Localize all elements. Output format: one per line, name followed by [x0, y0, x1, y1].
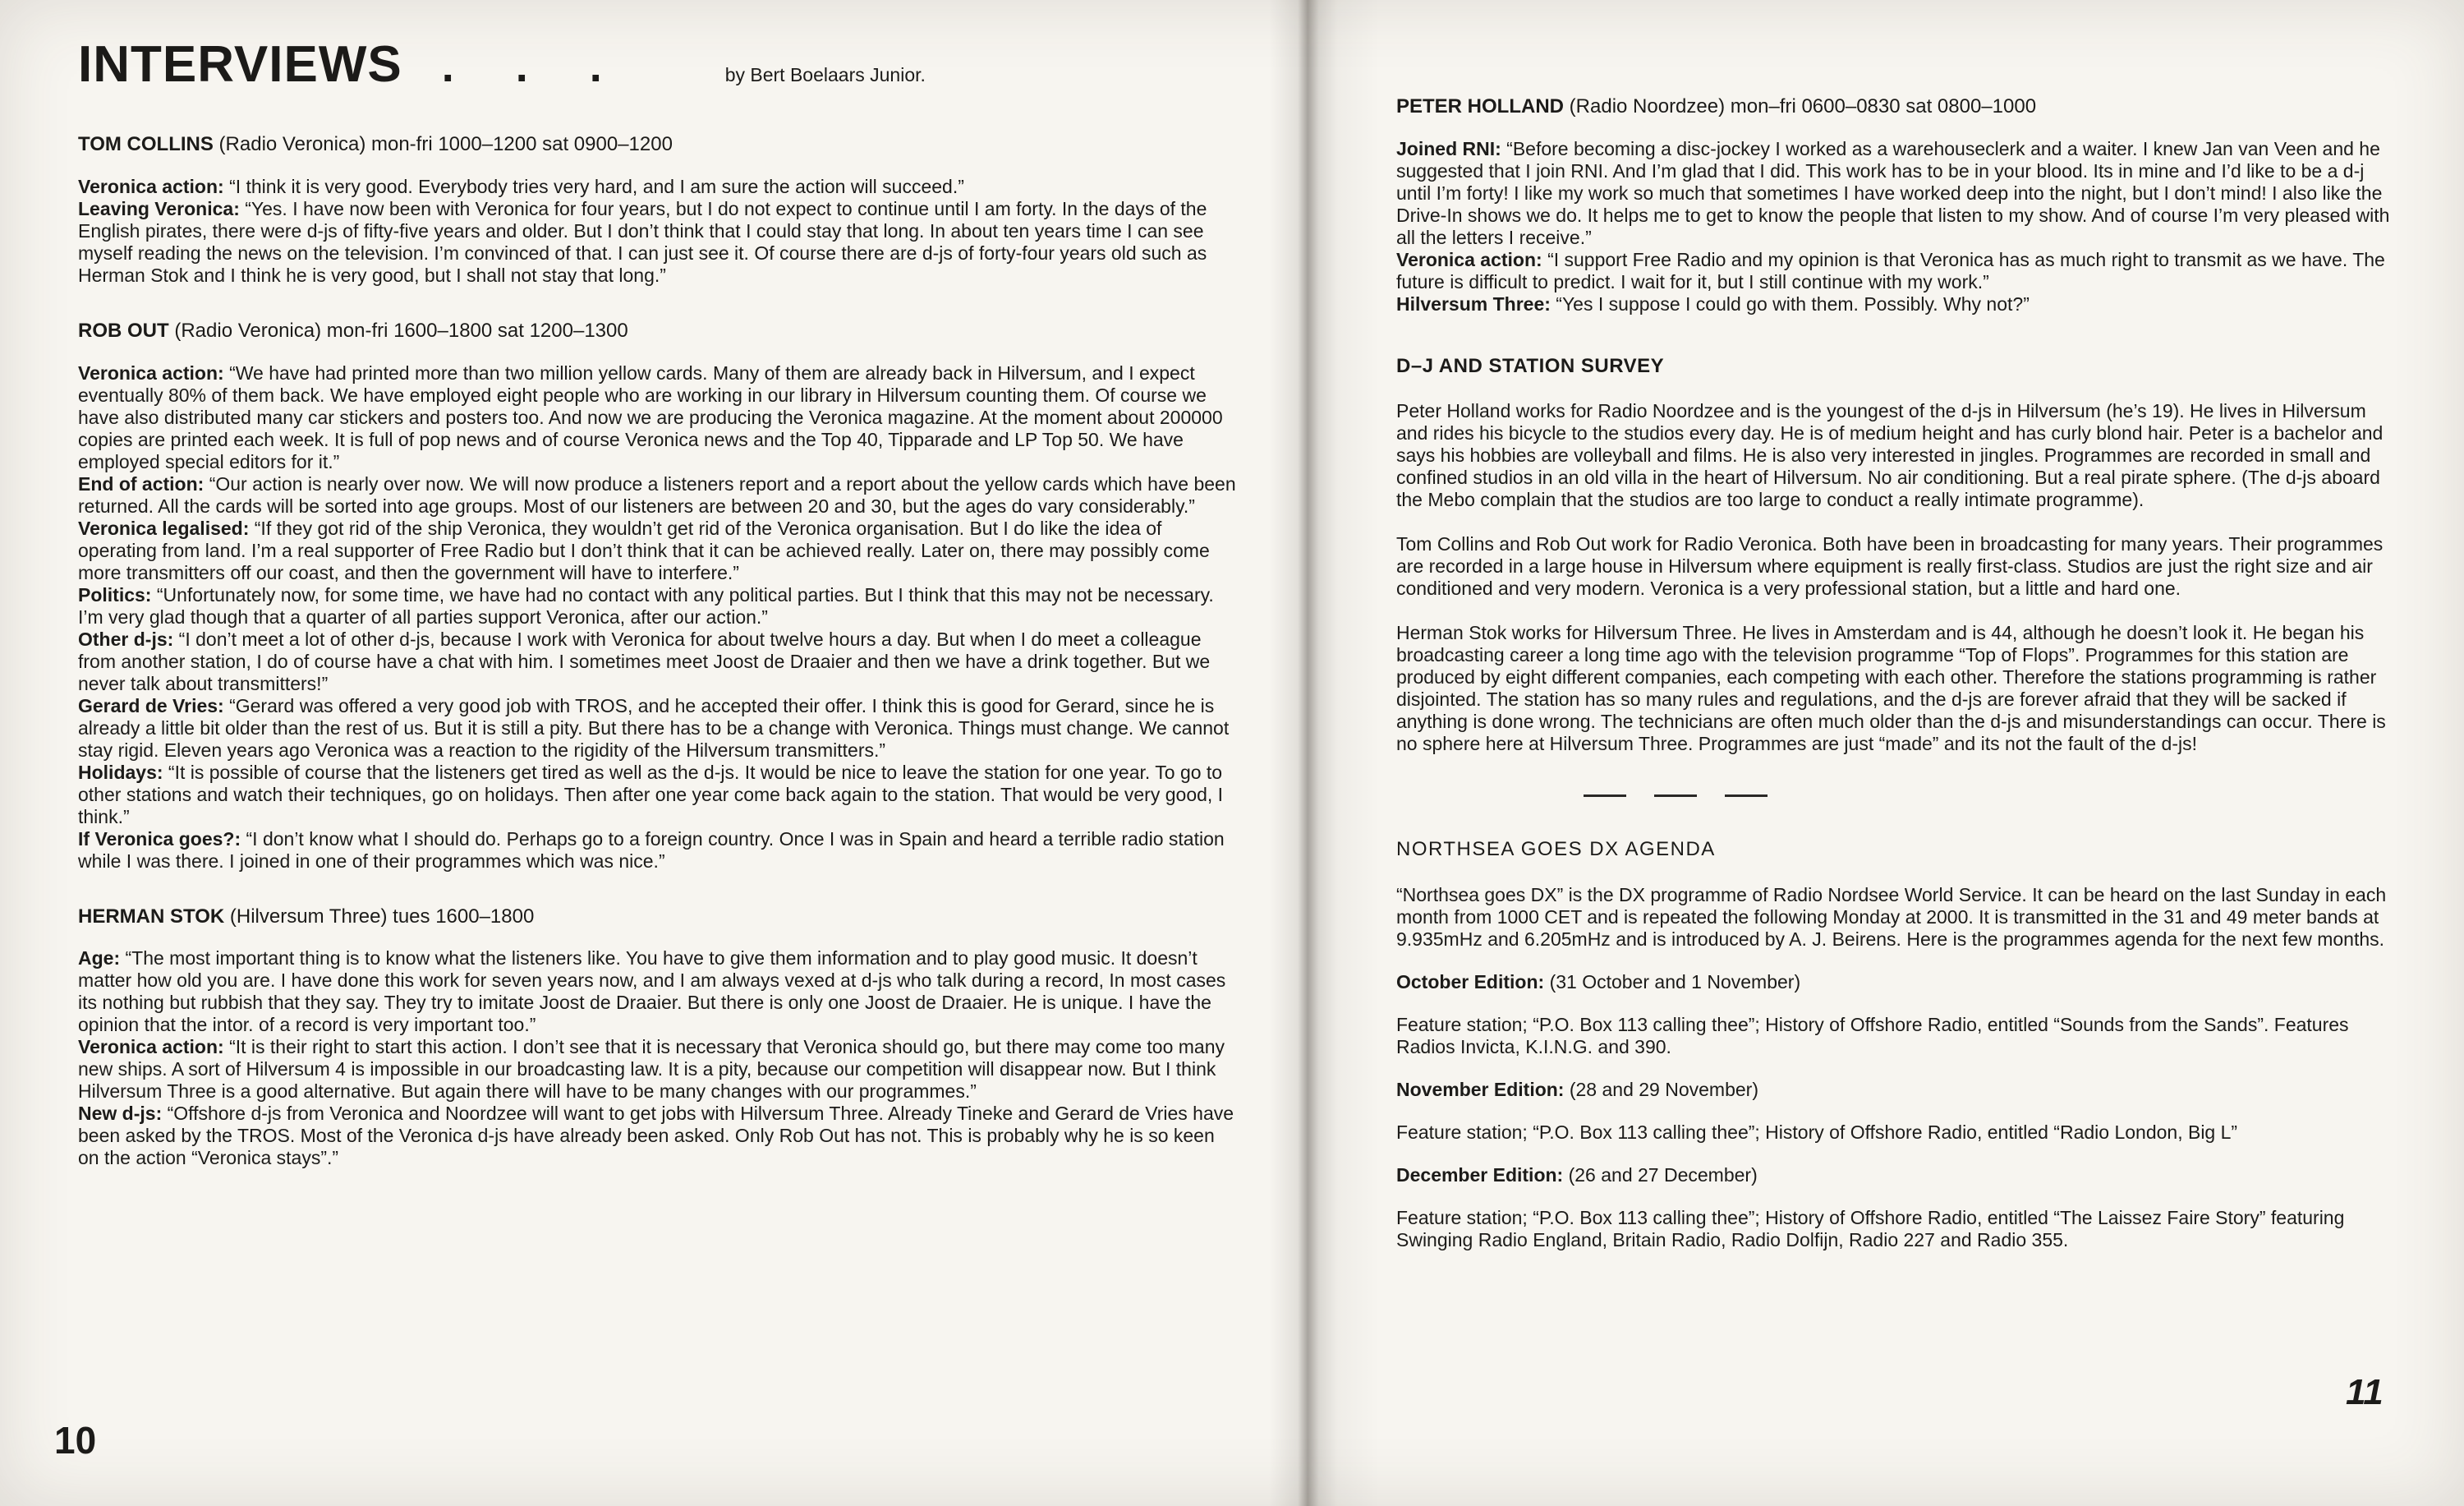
interview-section: [78, 133, 1240, 287]
interview-section: [78, 905, 1240, 1170]
divider-dash: [1654, 794, 1697, 797]
title-dots: . . .: [441, 42, 627, 91]
agenda-entry: Feature station; “P.O. Box 113 calling thee”; History of Offshore Radio, entitled “The Laissez Faire Story” featuring Swinging Radio England, Britain Radio, Radio Dolfijn, Radio 227 and Radio 355.: [1396, 1206, 2345, 1250]
byline: by Bert Boelaars Junior.: [724, 64, 926, 85]
broadcast-schedule: (Radio Veronica) mon-fri 1000–1200 sat 0900–1200: [213, 133, 673, 155]
answer-label: Hilversum Three:: [1396, 292, 1556, 315]
survey-paragraph: Herman Stok works for Hilversum Three. He lives in Amsterdam and is 44, although he doesn’t look it. He began his broadcasting career a long time ago with the television programme “Top of Flops”. Programmes for this station are produced by eight different companies, each competing with each other. Therefore the stations programming is rather disjointed. The station has so many rules and regulations, and the d-js are forever afraid that they will be sacked if anything is done wrong. The technicians are often much older than the d-js and misunderstandings can occur. There is no sphere here at Hilversum Three. Programmes are just “made” and its not the fault of the d-js!: [1396, 621, 2386, 754]
broadcast-schedule: (Radio Veronica) mon-fri 1600–1800 sat 1200–1300: [168, 319, 628, 342]
interviewee-name: TOM COLLINS: [78, 133, 214, 155]
interview-answer: Other d-js: “I don’t meet a lot of other d-js, because I work with Veronica for about twelve hours a day. But when I do meet a colleague from another station, I do of course have a chat with him. I sometimes meet Joost de Draaier and then we have a drink together. But we never talk about transmitters!”: [78, 628, 1211, 694]
answer-label: Age:: [78, 947, 126, 969]
magazine-header: [78, 36, 1240, 93]
page-gutter-shadow: [1269, 0, 1380, 1506]
answer-label: Veronica action:: [78, 362, 230, 384]
agenda-entry: November Edition: (28 and 29 November): [1396, 1078, 1758, 1100]
section-heading: [78, 905, 1240, 929]
agenda-section: [1396, 838, 2397, 1251]
answer-label: Veronica action:: [1396, 248, 1548, 270]
edition-label: December Edition:: [1396, 1163, 1569, 1186]
interview-answer: Veronica action: “It is their right to start this action. I don’t see that it is necessary that Veronica should go, but there may come too many new ships. A sort of Hilversum 4 is impossible in our broadcasting law. It is a pity, because our competition will disappear now. But I think Hilversum Three is a good alternative. But again there will have to be many changes with our programmes.”: [78, 1036, 1225, 1103]
answer-label: Veronica action:: [78, 1036, 230, 1058]
right-page-content: [1396, 95, 2397, 1251]
interview-answer: Veronica action: “I think it is very good. Everybody tries very hard, and I am sure the action will succeed.”: [78, 175, 964, 197]
page-title: INTERVIEWS: [78, 36, 402, 93]
interview-answer: Hilversum Three: “Yes I suppose I could go with them. Possibly. Why not?”: [1396, 292, 2030, 315]
agenda-heading: NORTHSEA GOES DX AGENDA: [1396, 837, 1716, 860]
interviewee-name: PETER HOLLAND: [1396, 95, 1564, 117]
interview-answer: Veronica action: “I support Free Radio and my opinion is that Veronica has as much right to transmit as we have. The future is difficult to predict. I wait for it, but I still continue with my work.”: [1396, 248, 2385, 292]
answer-label: Holidays:: [78, 761, 168, 783]
answer-label: Politics:: [78, 583, 157, 606]
interview-answer: Holidays: “It is possible of course that the listeners get tired as well as the d-js. It would be nice to leave the station for one year. To go to other stations and watch their techniques, go on holidays. Then after one year come back again to the station. That would be very good, I think.”: [78, 761, 1224, 827]
interview-section: [1396, 95, 2397, 315]
left-page-content: [78, 36, 1240, 1169]
survey-heading: D–J AND STATION SURVEY: [1396, 354, 1665, 377]
page-number-left: 10: [54, 1419, 97, 1462]
interview-answer: Veronica legalised: “If they got rid of the ship Veronica, they wouldn’t get rid of the Veronica organisation. But I do like the idea of operating from land. I’m a real supporter of Free Radio but I don’t think that it can be achieved really. Later on, there may possibly come more transmitters off our coast, and then the government will have to interfere.”: [78, 517, 1210, 583]
section-heading: [78, 133, 1240, 157]
answer-label: Joined RNI:: [1396, 137, 1507, 159]
agenda-entry: October Edition: (31 October and 1 November): [1396, 970, 1801, 992]
interview-section: [78, 320, 1240, 873]
answer-label: If Veronica goes?:: [78, 827, 246, 850]
interview-answer: Politics: “Unfortunately now, for some time, we have had no contact with any political parties. But I think that this may not be necessary. I’m very glad though that a quarter of all parties support Veronica, after our action.”: [78, 583, 1214, 628]
divider-dash: [1584, 794, 1626, 797]
interview-answer: Age: “The most important thing is to know what the listeners like. You have to give them information and to play good music. It doesn’t matter how old you are. I have done this work for seven years now, and I am always vexed at d-js who talk during a record, In most cases its nothing but rubbish that they say. They try to imitate Joost de Draaier. But there is only one Joost de Draaier. He is unique. I have the opinion that the intor. of a record is very important too.”: [78, 947, 1226, 1036]
section-divider: [1584, 793, 2397, 797]
answer-label: Veronica action:: [78, 175, 230, 197]
answer-label: End of action:: [78, 472, 209, 495]
edition-label: October Edition:: [1396, 970, 1550, 992]
answer-label: Other d-js:: [78, 628, 179, 650]
divider-dash: [1725, 794, 1768, 797]
answer-label: Leaving Veronica:: [78, 197, 246, 219]
broadcast-schedule: (Hilversum Three) tues 1600–1800: [224, 905, 535, 928]
interview-answer: End of action: “Our action is nearly over now. We will now produce a listeners report and a report about the yellow cards which have been returned. All the cards will be sorted into age groups. Most of our listeners are between 20 and 30, but the ages do vary considerably.”: [78, 472, 1236, 517]
agenda-intro: “Northsea goes DX” is the DX programme of Radio Nordsee World Service. It can be heard on the last Sunday in each month from 1000 CET and is repeated the following Monday at 2000. It is transmitted in the 31 and 49 meter bands at 9.935mHz and 6.205mHz and is introduced by A. J. Beirens. Here is the programmes agenda for the next few months.: [1396, 883, 2387, 950]
broadcast-schedule: (Radio Noordzee) mon–fri 0600–0830 sat 0800–1000: [1564, 95, 2037, 117]
answer-label: Veronica legalised:: [78, 517, 255, 539]
section-heading: [78, 320, 1240, 343]
survey-paragraph: Tom Collins and Rob Out work for Radio Veronica. Both have been in broadcasting for many years. Their programmes are recorded in a large house in Hilversum where equipment is really first-class. Studios are just the right size and air conditioned and very modern. Veronica is a very professional station, but a little and hard one.: [1396, 532, 2384, 599]
interviewee-name: HERMAN STOK: [78, 905, 225, 928]
answer-label: New d-js:: [78, 1103, 168, 1125]
section-heading: [1396, 95, 2397, 119]
interview-answer: If Veronica goes?: “I don’t know what I should do. Perhaps go to a foreign country. Once I was in Spain and heard a terrible radio station while I was there. I joined in one of their programmes which was nice.”: [78, 827, 1225, 872]
agenda-entry: December Edition: (26 and 27 December): [1396, 1163, 1758, 1186]
interview-answer: Veronica action: “We have had printed more than two million yellow cards. Many of them are already back in Hilversum, and I expect eventually 80% of them back. We have employed eight people who are working in our library in Hilversum counting them. Of course we have also distributed many car stickers and posters too. And now we are producing the Veronica magazine. At the moment about 200000 copies are printed each week. It is full of pop news and of course Veronica news and the Top 40, Tipparade and LP Top 50. We have employed special editors for it.”: [78, 362, 1223, 472]
interviewee-name: ROB OUT: [78, 319, 169, 342]
interview-answer: Gerard de Vries: “Gerard was offered a very good job with TROS, and he accepted their offer. I think this is good for Gerard, since he is already a little bit older than the rest of us. But it is still a pity. But there has to be a change with Veronica. Things must change. We cannot stay rigid. Eleven years ago Veronica was a reaction to the rigidity of the Hilversum transmitters.”: [78, 694, 1230, 761]
agenda-entry: Feature station; “P.O. Box 113 calling thee”; History of Offshore Radio, entitled “Sounds from the Sands”. Features Radios Invicta, K.I.N.G. and 390.: [1396, 1013, 2349, 1057]
interview-answer: Joined RNI: “Before becoming a disc-jockey I worked as a warehouseclerk and a waiter. I knew Jan van Veen and he suggested that I join RNI. And I’m glad that I did. This work has to be in your blood. Its in mine and I’d like to be a d-j until I’m forty! I like my work so much that sometimes I have worked deep into the night, but I don’t mind! I also like the Drive-In shows we do. It helps me to get to know the people that listen to my show. And of course I’m very pleased with all the letters I receive.”: [1396, 137, 2390, 248]
survey-paragraph: Peter Holland works for Radio Noordzee and is the youngest of the d-js in Hilversum (he’s 19). He lives in Hilversum and rides his bicycle to the studios every day. He is of medium height and has curly blond hair. Peter is a bachelor and says his hobbies are volleyball and films. He is also very interested in jingles. Programmes are recorded in small and confined studios in an old villa in the heart of Hilversum. No air conditioning. But a real pirate sphere. (The d-js aboard the Mebo complain that the studios are too large to conduct a really intimate programme).: [1396, 399, 2384, 510]
interview-answer: Leaving Veronica: “Yes. I have now been with Veronica for four years, but I do not expect to continue until I am forty. In the days of the English pirates, there were d-js of fifty-five years and older. But I don’t think that I could stay that long. In about ten years time I can see myself reading the news on the television. I’m convinced of that. I can just see it. Of course there are d-js of forty-four years old such as Herman Stok and I think he is very good, but I shall not stay that long.”: [78, 197, 1207, 286]
page-number-right: 11: [2346, 1372, 2384, 1412]
answer-label: Gerard de Vries:: [78, 694, 230, 716]
survey-section: [1396, 355, 2397, 755]
agenda-entry: Feature station; “P.O. Box 113 calling thee”; History of Offshore Radio, entitled “Radio London, Big L”: [1396, 1121, 2238, 1143]
interview-answer: New d-js: “Offshore d-js from Veronica and Noordzee will want to get jobs with Hilversum Three. Already Tineke and Gerard de Vries have been asked by the TROS. Most of the Veronica d-js have already been asked. Only Rob Out has not. This is probably why he is so keen on the action “Veronica stays”.”: [78, 1103, 1234, 1169]
edition-label: November Edition:: [1396, 1078, 1570, 1100]
